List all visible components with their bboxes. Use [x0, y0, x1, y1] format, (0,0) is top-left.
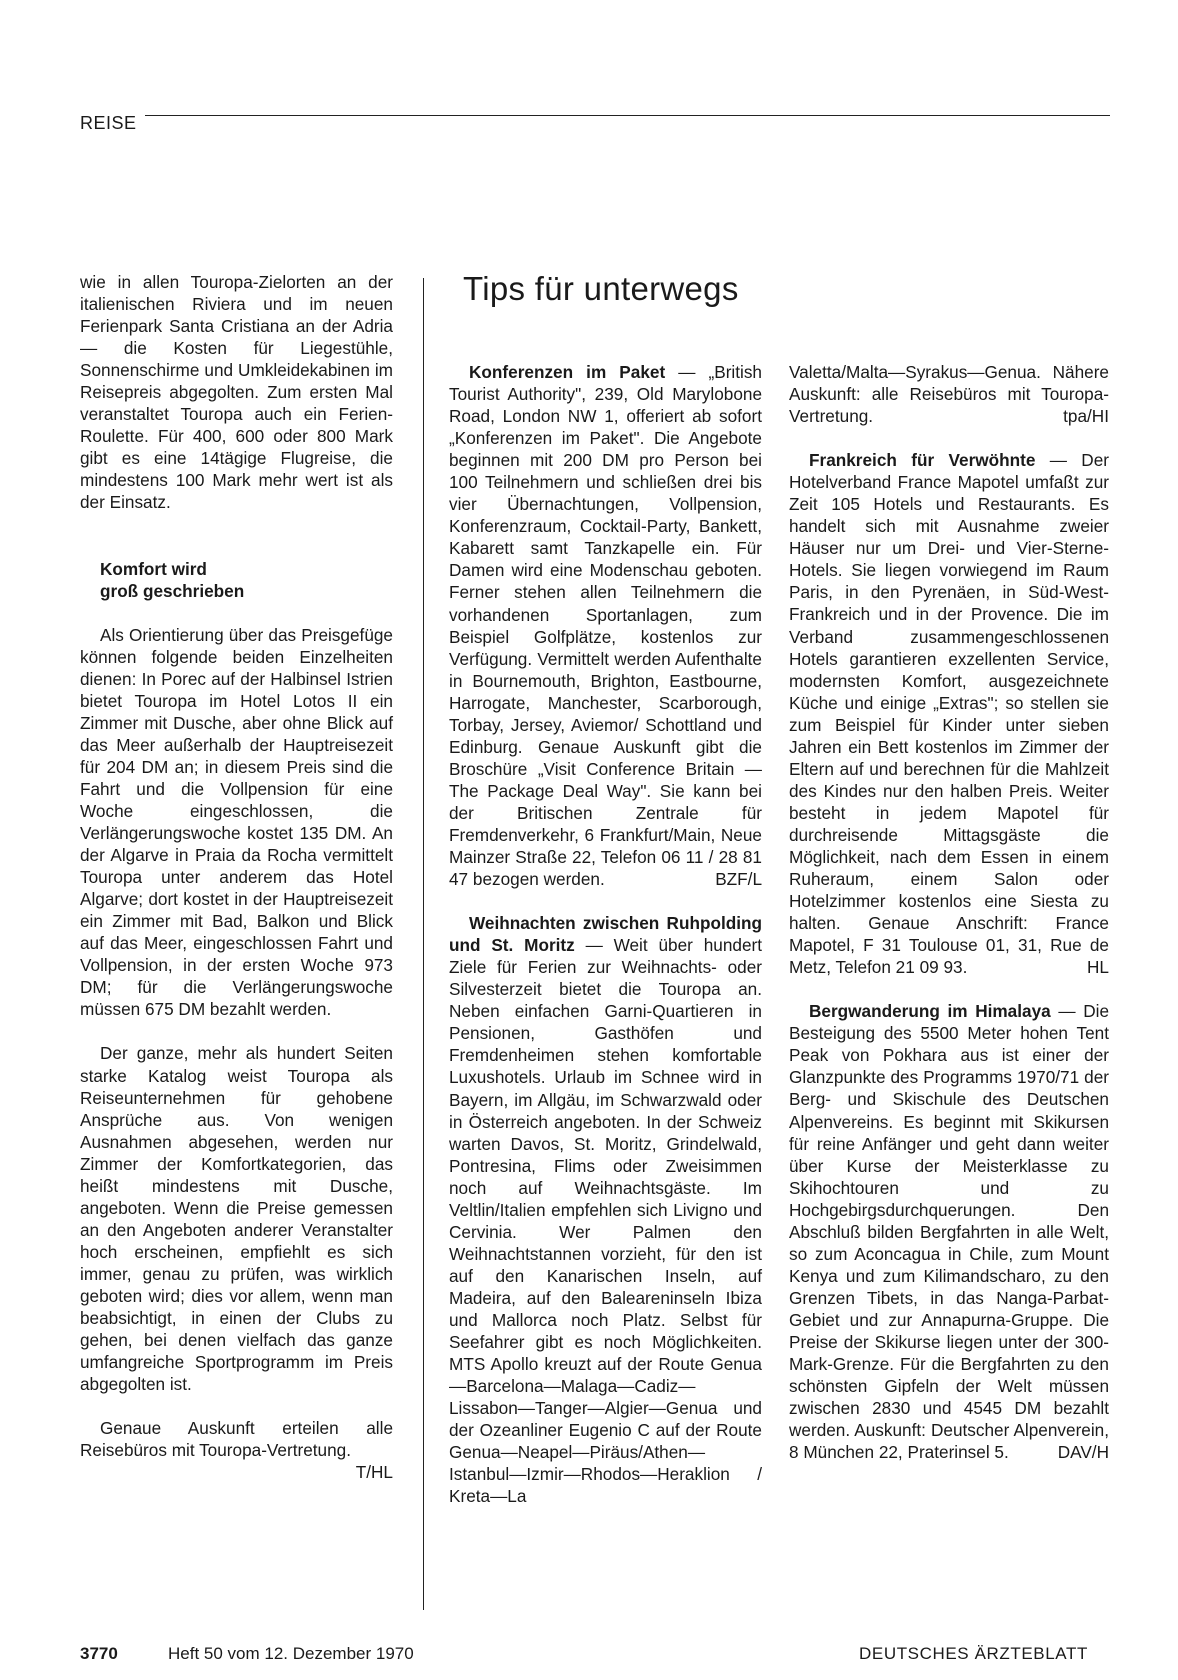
author-signature: tpa/HI: [1063, 406, 1109, 427]
page-title: Tips für unterwegs: [463, 270, 739, 307]
article-heading: Bergwanderung im Himalaya: [809, 1001, 1051, 1022]
article-heading: Weihnachten zwischen Ruhpolding und St. Moritz: [449, 913, 762, 956]
footer-magazine: DEUTSCHES ÄRZTEBLATT: [859, 1644, 1088, 1663]
subhead-line-2: groß geschrieben: [100, 580, 245, 601]
subhead-line-1: Komfort wird: [100, 558, 207, 579]
article-body: — Weit über hundert Ziele für Ferien zur Weihnachts- oder Silvesterzeit bietet die Touropa an. Neben einfachen Garni-Quartieren in Pensionen, Gasthöfen und Fremdenheimen stehen komfortable Luxushotels. Urlaub im Schnee wird in Bayern, im Allgäu, im Schwarzwald oder in Österreich angeboten. In der Schweiz warten Davos, St. Moritz, Grindelwald, Pontresina, Flims oder Zweisimmen noch auf Weihnachtsgäste. Im Veltlin/Italien empfehlen sich Livigno und Cervinia. Wer Palmen den Weihnachtstannen vorzieht, für den ist auf den Kanarischen Inseln, auf Madeira, auf den Baleareninseln Ibiza und Mallorca noch Platz. Selbst für Seefahrer gibt es noch Möglichkeiten. MTS Apollo kreuzt auf der Route Genua—Barcelona—Malaga—Cadiz—Lissabon—Tanger—Algier—Genua und der Ozeanliner Eugenio C auf der Route Genua—Neapel—Piräus/Athen—Istanbul—Izmir—Rhodos—Heraklion / Kreta—La: [449, 935, 763, 1507]
article-body: Valetta/Malta—Syrakus—Genua. Nähere Auskunft: alle Reisebüros mit Touropa-Vertretung.: [789, 362, 1109, 427]
article-heading: Konferenzen im Paket: [469, 362, 666, 382]
article-body: — „British Tourist Authority", 239, Old Marylobone Road, London NW 1, offeriert ab sofort „Konferenzen im Paket". Die Angebote beginnen mit 200 DM pro Person bei 100 Teilnehmern und schließen drei bis vier Übernachtungen, Vollpension, Konferenzraum, Cocktail-Party, Bankett, Kabarett samt Tanzkapelle ein. Für Damen wird eine Modenschau geboten. Ferner stehen allen Teilnehmern die vorhandenen Sportanlagen, zum Beispiel Golfplätze, kostenlos zur Verfügung. Vermittelt werden Aufenthalte in Bournemouth, Brighton, Eastbourne, Harrogate, Manchester, Scarborough, Torbay, Jersey, Aviemor/ Schottland und Edinburg. Genaue Auskunft gibt die Broschüre „Visit Conference Britain — The Package Deal Way". Sie kann bei der Britischen Zentrale für Fremdenverkehr, 6 Frankfurt/Main, Neue Mainzer Straße 22, Telefon 06 11 / 28 81 47 bezogen werden.: [449, 362, 762, 890]
article-konferenzen: [449, 361, 762, 890]
article-body: — Der Hotelverband France Mapotel umfaßt zur Zeit 105 Hotels und Restaurants. Es handelt sich mit Ausnahme zweier Häuser nur um Drei- und Vier-Sterne-Hotels. Sie liegen vorwiegend im Raum Paris, in den Pyrenäen, in Süd-West-Frankreich und in der Provence. Die im Verband zusammengeschlossenen Hotels garantieren exzellenten Service, modernsten Komfort, ausgezeichnete Küche und einige „Extras"; so stellen sie zum Beispiel für Kinder unter sieben Jahren ein Bett kostenlos im Zimmer der Eltern auf und berechnen für die Mahlzeit des Kindes nur den halben Preis. Weiter besteht in jedem Mapotel für durchreisende Mittagsgäste die Möglichkeit, nach dem Essen in einem Ruheraum, einem Salon oder Hotelzimmer kostenlos eine Siesta zu halten. Genaue Anschrift: France Mapotel, F 31 Toulouse 01, 31, Rue de Metz, Telefon 21 09 93.: [789, 450, 1109, 978]
column-divider: [423, 278, 424, 1610]
header-rule: [145, 115, 1110, 116]
col1-paragraph-1: wie in allen Touropa-Zielorten an der italienischen Riviera und im neuen Ferienpark Santa Cristiana an der Adria — die Kosten für Liegestühle, Sonnenschirme und Umkleidekabinen im Reisepreis abgegolten. Zum ersten Mal veranstaltet Touropa auch ein Ferien-Roulette. Für 400, 600 oder 800 Mark gibt es eine 14tägige Flugreise, die mindestens 100 Mark mehr wert ist als der Einsatz.: [80, 272, 393, 513]
author-signature: DAV/H: [1057, 1442, 1109, 1463]
article-heading: Frankreich für Verwöhnte: [809, 450, 1036, 471]
section-label: REISE: [80, 113, 137, 133]
author-signature: BZF/L: [715, 869, 762, 890]
footer-page-number: 3770: [80, 1644, 118, 1663]
article-himalaya: [789, 1000, 1109, 1463]
author-signature: HL: [1087, 957, 1109, 978]
col1-paragraph-4: [80, 1417, 393, 1483]
column-2: [449, 361, 762, 1507]
col1-paragraph-2: Als Orientierung über das Preisgefüge können folgende beiden Einzelheiten dienen: In Porec auf der Halbinsel Istrien bietet Touropa im Hotel Lotos II ein Zimmer mit Dusche, aber ohne Blick auf das Meer außerhalb der Hauptreisezeit für 204 DM an; in diesem Preis sind die Fahrt und die Vollpension für eine Woche eingeschlossen, die Verlängerungswoche kostet 135 DM. An der Algarve in Praia da Rocha vermittelt Touropa unter anderem das Hotel Algarve; dort kostet in der Hauptreisezeit ein Zimmer mit Bad, Balkon und Blick auf das Meer, eingeschlossen Fahrt und Vollpension, in der ersten Woche 973 DM; für die Verlängerungswoche müssen 675 DM bezahlt werden.: [80, 624, 393, 1020]
col1-paragraph-3: Der ganze, mehr als hundert Seiten starke Katalog weist Touropa als Reiseunternehmen für gehobene Ansprüche aus. Von wenigen Ausnahmen abgesehen, werden nur Zimmer der Komfortkategorien, das heißt mindestens mit Dusche, angeboten. Wenn die Preise gemessen an den Angeboten anderer Veranstalter hoch erscheinen, empfiehlt es sich immer, genau zu prüfen, was wirklich geboten wird; dies vor allem, wenn man beabsichtigt, in einen der Clubs zu gehen, bei denen vielfach das ganze umfangreiche Sportprogramm im Preis abgegolten ist.: [80, 1043, 393, 1395]
article-frankreich: [789, 449, 1109, 978]
article-body: — Die Besteigung des 5500 Meter hohen Tent Peak von Pokhara aus ist einer der Glanzpunkte des Programms 1970/71 der Berg- und Skischule des Deutschen Alpenvereins. Es beginnt mit Skikursen für reine Anfänger und geht dann weiter über Kurse der Meisterklasse zu Skihochtouren und zu Hochgebirgsdurchquerungen. Den Abschluß bilden Bergfahrten in alle Welt, so zum Aconcagua in Chile, zum Mount Kenya und zum Kilimandscharo, zu den Grenzen Tibets, in das Nanga-Parbat-Gebiet und zur Annapurna-Gruppe. Die Preise der Skikurse liegen unter der 300-Mark-Grenze. Für die Bergfahrten zu den schönsten Gipfeln der Welt müssen zwischen 2830 und 4545 DM bezahlt werden. Auskunft: Deutscher Alpenverein, 8 München 22, Praterinsel 5.: [789, 1001, 1110, 1463]
author-signature: T/HL: [355, 1462, 393, 1483]
article-weihnachten: [449, 912, 762, 1507]
column-1: [80, 271, 393, 1483]
footer-issue: Heft 50 vom 12. Dezember 1970: [168, 1644, 414, 1663]
col1-paragraph-4-text: Genaue Auskunft erteilen alle Reisebüros mit Touropa-Vertretung.: [80, 1418, 393, 1461]
article-weihnachten-continued: [789, 361, 1109, 427]
column-3: [789, 361, 1109, 1463]
